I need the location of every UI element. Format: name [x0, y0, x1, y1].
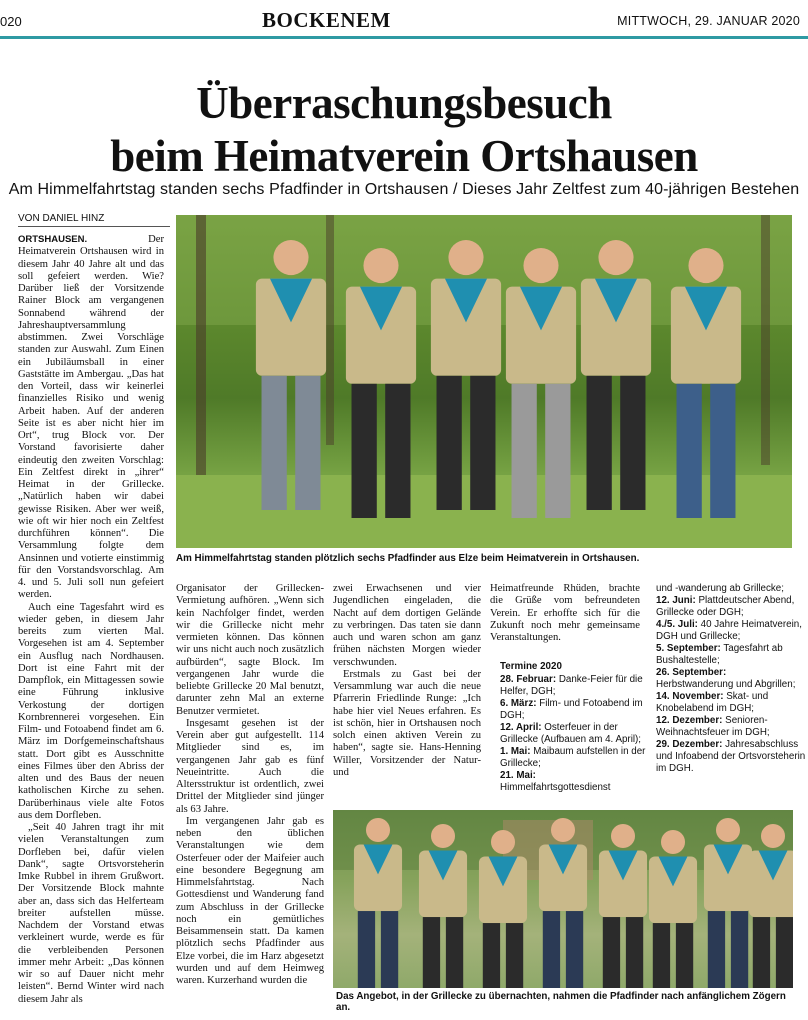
termine-item [656, 715, 806, 739]
termine-text: Danke-Feier für die Helfer, DGH; [500, 674, 643, 697]
person [431, 240, 501, 510]
termine-date: 5. September: [656, 643, 721, 654]
termine-item [656, 595, 806, 619]
paragraph: Organisator der Grillecken-Vermietung aufhören. „Wenn sich kein Nachfolger findet, werden wir die Grillecke nicht mehr vermieten können. Das können wir uns nicht auch noch zusätzlich aufbürden“, sagte Block. Im vergangenen Jahr wurde die beliebte Grillecke 20 Mal benutzt, darunter zehn Mal an externe Benutzer vermietet. [176, 583, 324, 717]
termine-date: 26. September: [656, 667, 727, 678]
person-leg [483, 923, 500, 988]
dateline: ORTSHAUSEN. [18, 234, 88, 245]
person-head [491, 830, 515, 854]
termine-date: 12. Juni: [656, 595, 696, 606]
paragraph: Erstmals zu Gast bei der Versammlung war auch die neue Pfarrerin Friedlinde Runge: „Ich habe hier viel Neues erfahren. Es ist schön, hier in Ortshausen noch solch einen aktiven Verein zu haben“, sagte sie. Hans-Henning Willer, Vorsitzender der Natur- und [333, 668, 481, 778]
person-leg [470, 376, 495, 510]
headline-line-2: beim Heimatverein Ortshausen [110, 131, 698, 181]
person-leg [620, 376, 645, 510]
article-column-3 [333, 583, 481, 801]
paragraph: Auch eine Tagesfahrt wird es wieder geben, in diesem Jahr bereits zum vierten Mal. Vorgesehen ist am 4. September ein Ausflug nach Nordhausen. Dort ist eine Fahrt mit der Dampflok, ein Mittagessen sowie eine Führung inklusive Verkostung der dortigen Kornbrennerei vorgesehen. Ein Film- und Fotoabend findet am 6. März im Dorfgemeinschaftshaus statt. Dort gibt es Ausschnitte eines Filmes über den Abriss der alten und des Baus der neuen katholischen Kirche zu sehen. Darüberhinaus viele alte Fotos aus dem Dorfleben. [18, 601, 164, 821]
person-leg [603, 917, 620, 988]
termine-text: Maibaum aufstellen in der Grillecke; [500, 746, 646, 769]
person-leg [776, 917, 793, 988]
person-leg [626, 917, 643, 988]
person-leg [653, 923, 670, 988]
person-head [273, 240, 308, 275]
termine-box [500, 661, 648, 794]
byline: VON DANIEL HINZ [18, 213, 170, 227]
person-leg [708, 911, 725, 988]
termine-date: 14. November: [656, 691, 724, 702]
tree-trunk [761, 215, 770, 465]
termine-continued-text: und -wanderung ab Grillecke; [656, 583, 784, 594]
termine-date: 21. Mai: [500, 770, 536, 781]
person-leg [587, 376, 612, 510]
person-leg [385, 384, 410, 518]
issue-date: MITTWOCH, 29. JANUAR 2020 [617, 14, 800, 28]
paragraph: Insgesamt gesehen ist der Verein aber gut aufgestellt. 114 Mitglieder sind es, im vergangenen Jahr gab es fünf Neueintritte. Auch die Altersstruktur ist ordentlich, zwei Drittel der Mitglieder sind jünger als 63 Jahre. [176, 717, 324, 815]
paragraph: Heimatfreunde Rhüden, brachte die Grüße vom befreundeten Verein. Er erhoffte sich für die Zukunft noch mehr gemeinsame Veranstaltungen. [490, 583, 640, 643]
paragraph: Im vergangenen Jahr gab es neben den üblichen Veranstaltungen wie dem Osterfeuer oder der Maifeier auch eine besondere Begegnung am Himmelsfahrtstag. Nach Gottesdienst und Wanderung fand zum Abschluss in der Grillecke noch ein gemütliches Beisammensein statt. Da kamen plötzlich sechs Pfadfinder aus Elze vorbei, die im Harz abgesetzt wurden und auf dem Heimweg waren. Kurzerhand wurden die [176, 815, 324, 986]
termine-item [500, 746, 648, 770]
person-leg [381, 911, 398, 988]
paragraph [18, 234, 164, 602]
termine-list-b [656, 595, 806, 775]
termine-date: 12. Dezember: [656, 715, 723, 726]
termine-date: 4./5. Juli: [656, 619, 698, 630]
person-leg [358, 911, 375, 988]
person-head [551, 818, 575, 842]
termine-text: Skat- und Knobelabend im DGH; [656, 691, 769, 714]
termine-item [656, 691, 806, 715]
section-title: BOCKENEM [262, 8, 391, 32]
person-leg [295, 376, 320, 510]
termine-text: Senioren-Weihnachtsfeuer im DGH; [656, 715, 770, 738]
termine-item [656, 739, 806, 775]
termine-item [656, 667, 806, 691]
person-head [761, 824, 785, 848]
person-head [661, 830, 685, 854]
photo-scouts-forest [176, 215, 792, 548]
person-leg [545, 384, 570, 518]
tree-trunk [196, 215, 206, 475]
photo-scouts-group [333, 810, 793, 988]
photo-caption-1: Am Himmelfahrtstag standen plötzlich sechs Pfadfinder aus Elze beim Heimatverein in Ortshausen. [176, 553, 640, 564]
termine-text: Tagesfahrt ab Bushaltestelle; [656, 643, 783, 666]
article-column-2 [176, 583, 324, 1010]
termine-item [500, 698, 648, 722]
headline-line-1: Überraschungsbesuch [196, 78, 612, 128]
termine-text: Himmelfahrtsgottesdienst [500, 782, 611, 793]
termine-date: 29. Dezember: [656, 739, 723, 750]
termine-date: 1. Mai: [500, 746, 531, 757]
article-column-4 [490, 583, 640, 667]
termine-date: 28. Februar: [500, 674, 557, 685]
person-leg [710, 384, 735, 518]
person-head [431, 824, 455, 848]
header-rule [0, 36, 808, 39]
termine-text: Osterfeuer in der Grillecke (Aufbauen am 4. April); [500, 722, 642, 745]
person-leg [543, 911, 560, 988]
person [256, 240, 326, 510]
termine-list-a [500, 674, 648, 794]
termine-text: Film- und Fotoabend im DGH; [500, 698, 643, 721]
termine-text: Plattdeutscher Abend, Grillecke oder DGH; [656, 595, 795, 618]
paragraph: zwei Erwachsenen und vier Jugendlichen eingeladen, die Nacht auf dem dortigen Gelände zu verbringen. Das taten sie dann auch und waren schon am ganz frühen nächsten Morgen wieder verschwunden. [333, 583, 481, 668]
paragraph-text: Der Heimatverein Ortshausen wird in diesem Jahr 40 Jahre alt und das soll gefeiert werden. Wie? Darüber ließ der Vorsitzende Rainer Block am vergangenen Sonnabend während der Jahreshauptversammlung abstimmen. Zwei Vorschläge standen zur Auswahl. Zum Einen ein Jubiläumsball in einer Gaststätte im Ambergau. „Das hat den Vorteil, dass wir keinerlei finanzielles Risiko und wenig Arbeit haben. Auf der anderen Seite ist es aber nicht hier im Ort“, trug Block vor. Der Vorstand favorisierte daher eindeutig den zweiten Vorschlag: Ein Zeltfest direkt in „ihrer“ Heimat in der Grillecke. „Natürlich haben wir dabei gewisse Risiken. Aber wer weiß, wie oft wir hier noch ein Zeltfest durchführen können“. Die Versammlung folgte dem Ansinnen und votierte einstimmig für den Vorstandsvorschlag. Am 4. und 5. Juli soll nun gefeiert werden. [18, 234, 164, 601]
person-leg [676, 923, 693, 988]
termine-title: Termine 2020 [500, 661, 562, 672]
subheadline: Am Himmelfahrtstag standen sechs Pfadfinder in Ortshausen / Dieses Jahr Zeltfest zum 40-jährigen Bestehen [8, 181, 800, 198]
termine-text: 40 Jahre Heimatverein, DGH und Grillecke; [656, 619, 802, 642]
termine-date: 6. März: [500, 698, 537, 709]
termine-item [500, 770, 648, 794]
termine-item [656, 619, 806, 643]
paragraph: „Seit 40 Jahren tragt ihr mit vielen Veranstaltungen zum Dorfleben bei, dafür vielen Dank“, sagte Ortsvorsteherin Imke Rubbel in ihrem Grußwort. Der Vorsitzende Block mahnte aber an, dass sich das Helferteam breiter aufstellen müsse. Nachdem der Vorstand etwas verkleinert wurde, werde es für die verbleibenden Personen immer mehr Arbeit: „Das können wir so auf Dauer nicht mehr leisten“. Bernd Winter wird nach diesem Jahr als [18, 822, 164, 1005]
person-head [363, 248, 398, 283]
person-leg [566, 911, 583, 988]
page-number: 020 [0, 14, 22, 29]
person-head [598, 240, 633, 275]
termine-date: 12. April: [500, 722, 542, 733]
tree-trunk [326, 215, 334, 445]
person-leg [352, 384, 377, 518]
termine-item [500, 674, 648, 698]
termine-text: Herbstwanderung und Abgrillen; [656, 679, 796, 690]
termine-text: Jahresabschluss und Infoabend der Ortsvorsteherin im DGH. [656, 739, 806, 774]
termine-item [500, 722, 648, 746]
article-column-1 [18, 234, 164, 1010]
termine-item [656, 643, 806, 667]
person-leg [423, 917, 440, 988]
termine-box-continued [656, 583, 806, 775]
person-head [716, 818, 740, 842]
person-head [688, 248, 723, 283]
photo-illustration [176, 215, 792, 548]
photo-caption-2: Das Angebot, in der Grillecke zu übernachten, nahmen die Pfadfinder nach anfänglichem Zögern an. [336, 991, 786, 1013]
person [581, 240, 651, 510]
person-head [448, 240, 483, 275]
person-leg [437, 376, 462, 510]
person-leg [677, 384, 702, 518]
person-head [611, 824, 635, 848]
person-head [523, 248, 558, 283]
photo-illustration [333, 810, 793, 988]
person-leg [262, 376, 287, 510]
person-leg [506, 923, 523, 988]
person-leg [446, 917, 463, 988]
person-head [366, 818, 390, 842]
person-leg [753, 917, 770, 988]
person-leg [512, 384, 537, 518]
person-leg [731, 911, 748, 988]
